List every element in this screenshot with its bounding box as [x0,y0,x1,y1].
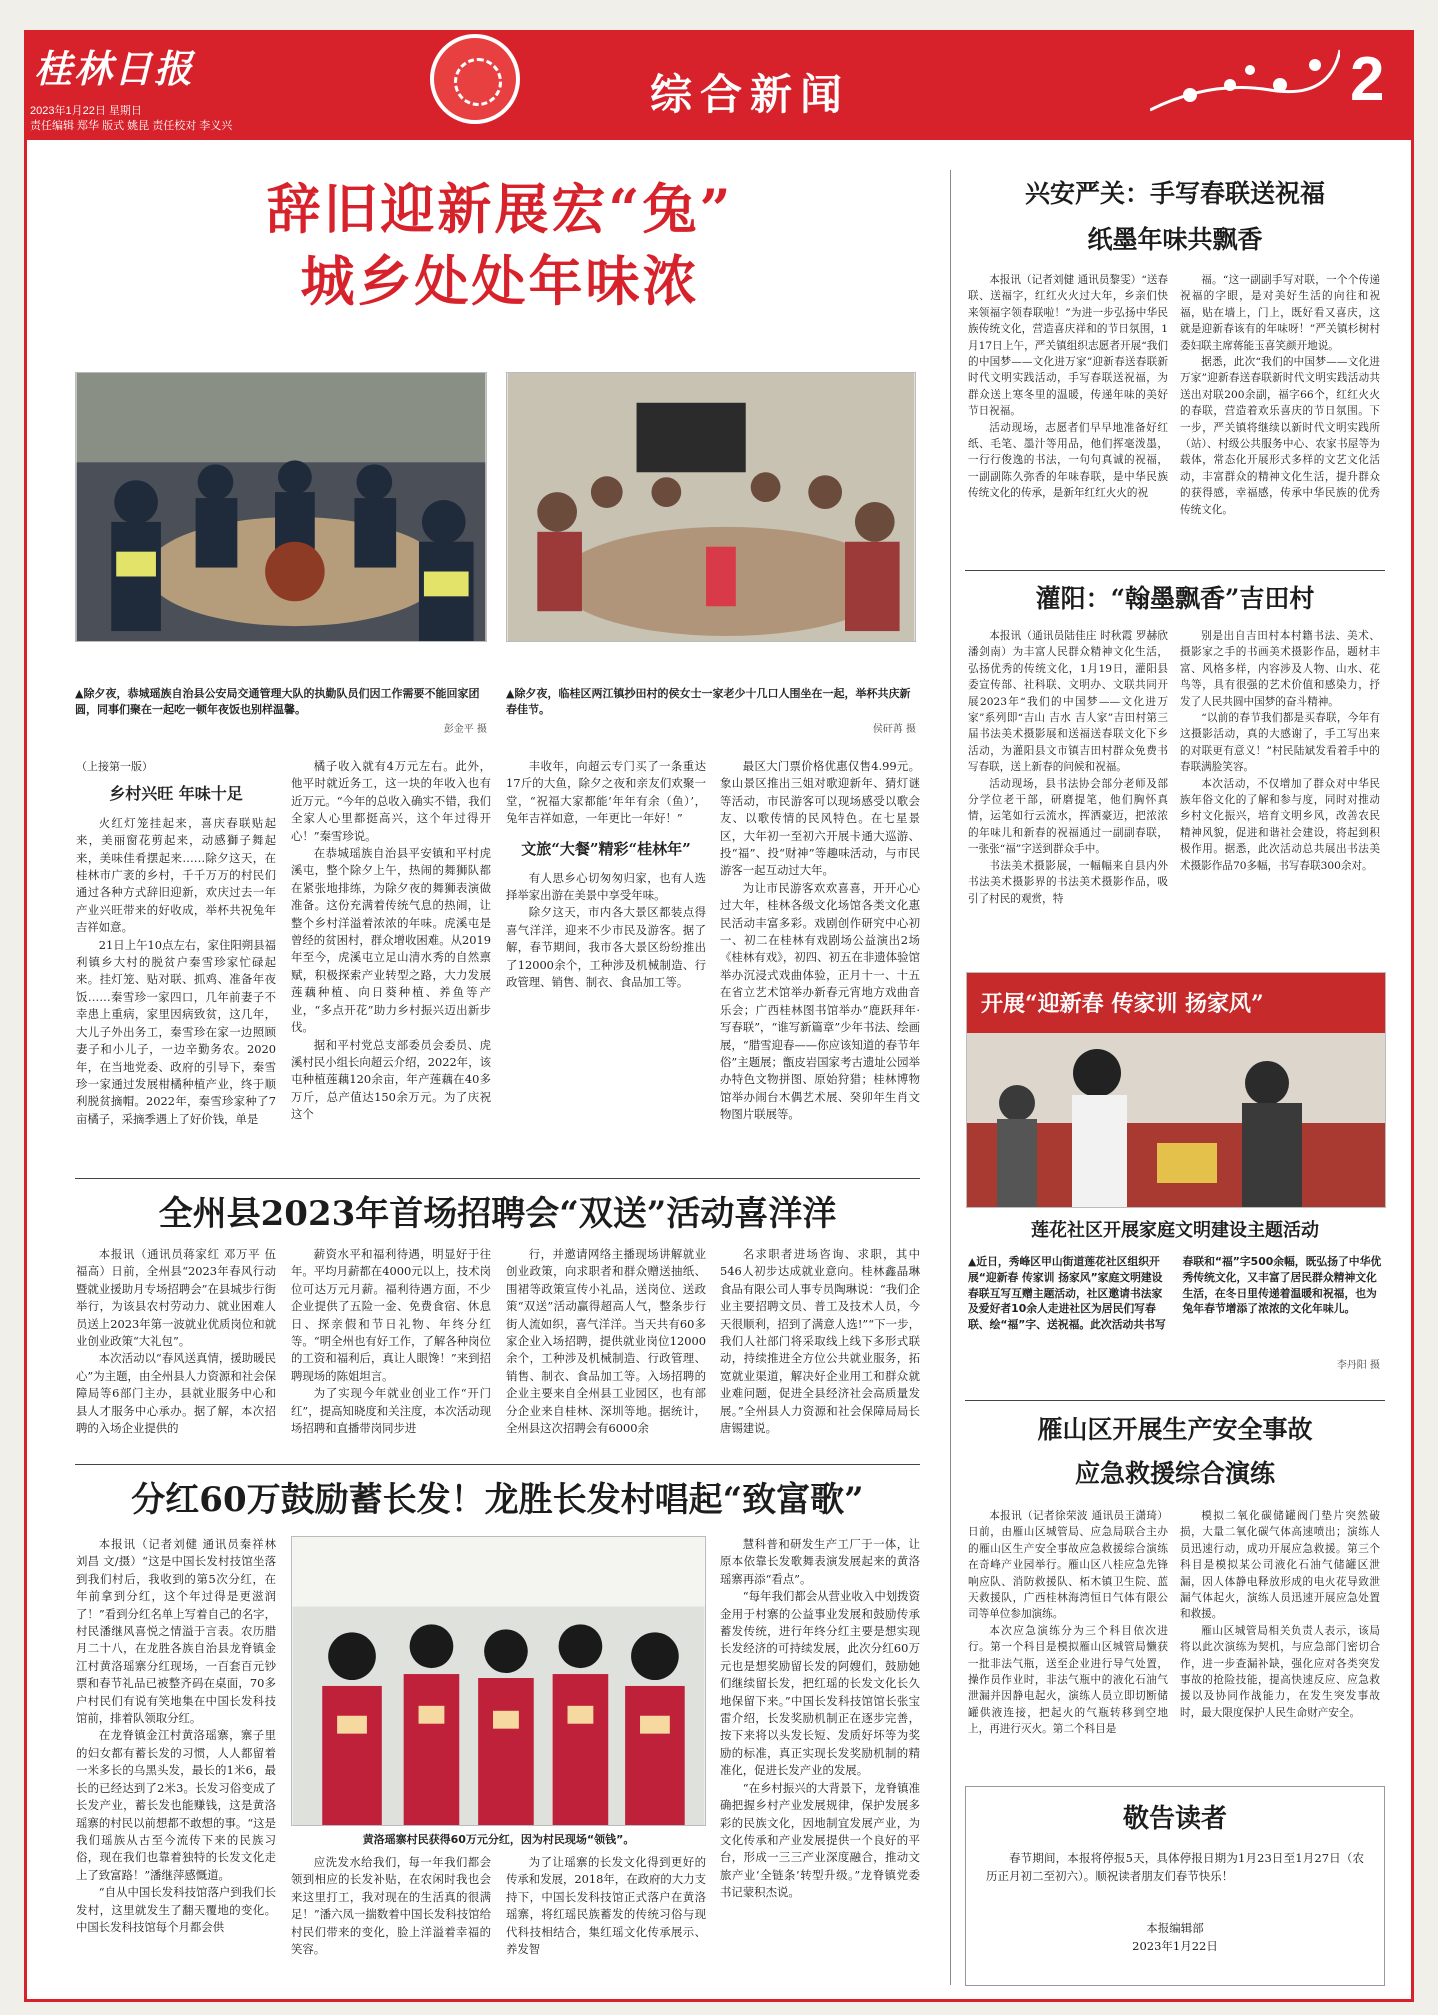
notice-date: 2023年1月22日 [1132,1939,1218,1953]
event-banner-text: 开展“迎新春 传家训 扬家风” [981,991,1264,1017]
paragraph: 21日上午10点左右，家住阳朔县福利镇乡大村的脱贫户秦雪珍家忙碌起来。挂灯笼、贴对联、抓鸡、准备年夜饭……秦雪珍一家四口，几年前妻子不幸患上重病，家里因病致贫，这几年，大儿子外出务工，秦雪珍在家一边照顾妻子和小儿子，一边辛勤务农。2020年，在当地党委、政府的引导下，秦雪珍一家通过发展柑橘种植产业，终于顺利脱贫摘帽。2022年，秦雪珍家种了7亩橘子，采摘季遇上了好价钱，单是 [76,937,276,1126]
paragraph: 最区大门票价格优惠仅售4.99元。象山景区推出三姐对歌迎新年、猜灯谜等活动，市民游客可以现场感受以歌会友、以歌传情的民风特色。在七星景区，大年初一至初六开展卡通大巡游、投“福”、投“财神”等趣味活动，与市民游客一起互动过大年。 [720,759,920,878]
jobs-column-3 [506,1246,706,1456]
notice-body [986,1849,1364,1919]
jobs-column-1 [76,1246,276,1456]
family-photo-credit: 侯矸苒 摄 [872,724,916,735]
lianhua-caption: ▲近日，秀峰区甲山街道莲花社区组织开展“迎新春 传家训 扬家风”家庭文明建设春联互写互赠主题活动，社区邀请书法家及爱好者10余人走进社区为居民们写春联、绘“福”字、送祝福。此次活动共书写春联和“福”字500余幅，既弘扬了中华优秀传统文化，又丰富了居民群众精神文化生活，在冬日里传递着温暖和祝福，也为兔年春节增添了浓浓的文化年味儿。 [968,1255,1382,1332]
paragraph: 本报讯（记者刘健 通讯员黎雯）“送春联、送福字，红红火火过大年，乡亲们快来领福字领春联啦！”为进一步弘扬中华民族传统文化，营造喜庆祥和的节日氛围，1月17日上午，严关镇组织志愿者开展“我们的中国梦——文化进万家”迎新春送春联新时代文明实践活动，手写春联送祝福，为群众送上寒冬里的温暖，传递年味的美好节日祝福。 [968,274,1168,418]
divider [965,570,1385,571]
paragraph: 除夕这天，市内各大景区都装点得喜气洋洋，迎来不少市民及游客。据了解，春节期间，我市各大景区纷纷推出了12000余个，工种涉及机械制造、行政管理、销售、制衣、食品加工等。 [506,905,706,990]
jobs-title: 全州县2023年首场招聘会“双送”活动喜洋洋 [158,1194,837,1234]
xingan-column-2 [1180,272,1380,562]
xingan-column-1 [968,272,1168,562]
page-number: 2 [1350,45,1385,114]
paragraph: 为了实现今年就业创业工作“开门红”，提高知晓度和关注度，本次活动现场招聘和直播带岗同步进 [291,1386,491,1436]
paragraph: 春节期间，本报将停报5天，具体停报日期为1月23日至1月27日（农历正月初二至初六）。顺祝读者朋友们春节快乐！ [986,1851,1364,1883]
divider [75,1178,920,1179]
paragraph: 模拟二氧化碳储罐阀门垫片突然破损，大量二氧化碳气体高速喷出；演练人员迅速行动，成功开展应急救援。第三个科目是模拟某公司液化石油气储罐区泄漏，因人体静电释放形成的电火花导致泄漏气体起火，演练人员迅速开展应急处置和救援。 [1180,1510,1380,1621]
paragraph: 本报讯（记者刘健 通讯员秦祥林 刘昌 文/摄）“这是中国长发村技馆坐落到我们村后，我收到的第5次分红，在年前拿到分红，这个年过得是更滋润了！”看到分红名单上写着自己的名字，村民潘继风喜悦之情溢于言表。农历腊月二十八，在龙胜各族自治县龙脊镇金江村黄洛瑶寨分红现场，一百套百元钞票和春节礼品已被整齐码在桌面，70多户村民们有说有笑地集在中国长发科技馆前，排着队领取分红。 [76,1537,276,1726]
lead-title-line2: 城乡处处年味浓 [300,249,700,313]
paragraph: 本次应急演练分为三个科目依次进行。第一个科目是模拟雁山区城管局懒获一批非法气瓶，送至企业进行导气处置，操作员作业时，非法气瓶中的液化石油气泄漏并因静电起火，演练人员立即切断储罐供液连接，把起火的气瓶转移到空地上，再进行灭火。第二个科目是 [968,1624,1168,1736]
rabbit-seal-icon [430,34,520,124]
reader-notice [965,1786,1385,1986]
lianhua-title: 莲花社区开展家庭文明建设主题活动 [1031,1220,1319,1241]
family-photo-caption: ▲除夕夜，临桂区两江镇抄田村的侯女士一家老少十几口人围坐在一起，举杯共庆新春佳节。 [506,687,911,716]
paragraph: 活动现场，县书法协会部分老师及部分学位老干部，研磨提笔，他们胸怀真情，运笔如行云流水，挥洒豪迈，把浓浓的年味儿和新春的祝福通过一副副春联，一张张“福”字送到群众手中。 [968,777,1168,856]
notice-title: 敬告读者 [1122,1804,1227,1834]
paragraph: 据悉，此次“我们的中国梦——文化进万家”迎新春送春联新时代文明实践活动共送出对联200余副，福字66个，红红火火的春联，营造着欢乐喜庆的节日氛围。下一步，严关镇将继续以新时代文明实践所（站）、村级公共服务中心、农家书屋等为载体，常态化开展形式多样的文艺文化活动，丰富群众的精神文化生活，提升群众的获得感，幸福感，传承中华民族的优秀传统文化。 [1180,356,1380,516]
paragraph: 为了让瑶寨的长发文化得到更好的传承和发展，2018年，在政府的大力支持下，中国长发科技馆正式落户在黄洛瑶寨，将红瑶民族蓄发的传统习俗与现代科技相结合，集红瑶文化传承展示、养发智 [506,1855,706,1957]
lead-column-3 [506,758,706,1168]
long-hair-women-photo [291,1536,706,1826]
lead-column-4 [720,758,920,1168]
yanshan-column-2 [1180,1508,1380,1774]
long-hair-photo-caption: 黄洛瑶寨村民获得60万元分红，因为村民现场“领钱”。 [362,1833,635,1846]
police-photo-caption: ▲除夕夜，恭城瑶族自治县公安局交通管理大队的执勤队员们因工作需要不能回家团圆，同事们聚在一起吃一顿年夜饭也别样温馨。 [75,687,480,716]
police-photo-credit: 彭金平 摄 [443,724,487,735]
paragraph: “在乡村振兴的大背景下，龙脊镇准确把握乡村产业发展规律，保护发展多彩的民族文化，因地制宜发展产业，为文化传承和产业发展提供一个良好的平台，形成一三三产业深度融合，推动文旅产业‘全链条’转型升级。”龙脊镇党委书记蒙积杰说。 [720,1780,920,1900]
guanyang-column-2 [1180,628,1380,958]
jobs-column-2 [291,1246,491,1456]
paragraph: 本报讯（记者徐荣波 通讯员王潇琦）日前，由雁山区城管局、应急局联合主办的雁山区生产安全事故应急救援综合演练在奇峰产业园举行。雁山区八桂应急先锋响应队、消防救援队、柘木镇卫生院、蓝天救援队，广西桂林海湾恒日气体有限公司等单位参加演练。 [968,1510,1168,1621]
family-dinner-photo [506,372,916,642]
editor-credits: 责任编辑 郑华 版式 姚昆 责任校对 李义兴 [30,120,233,132]
paragraph: 在恭城瑶族自治县平安镇和平村虎溪屯，整个除夕上午，热闹的舞狮队都在紧张地排练，为除夕夜的舞狮表演做准备。这份充满着传统气息的热闹，让整个乡村洋溢着浓浓的年味。虎溪屯是曾经的贫困村，群众增收困难。从2019年至今，虎溪屯立足山清水秀的自然禀赋，积极探索产业转型之路，大力发展莲藕种植、向日葵种植、养鱼等产业，“多点开花”助力乡村振兴迈出新步伐。 [291,846,491,1035]
paragraph: 本次活动，不仅增加了群众对中华民族年俗文化的了解和参与度，同时对推动乡村文化振兴，培育文明乡风，改善农民精神风貌，促进和谐社会建设，将起到积极作用。据悉，此次活动总共展出书法美术摄影作品70多幅，书写春联300余对。 [1180,777,1380,872]
paragraph: 雁山区城管局相关负责人表示，该局将以此次演练为契机，与应急部门密切合作，进一步查漏补缺，强化应对各类突发事故的抢险技能，提高快速反应、应急救援以及协同作战能力，在发生突发事故时，最大限度保护人民生命财产安全。 [1180,1624,1380,1719]
lead-title-line1: 辞旧迎新展宏“兔” [266,177,734,241]
paragraph: “自从中国长发科技馆落户到我们长发村，这里就发生了翻天覆地的变化。中国长发科技馆每个月都会供 [76,1885,276,1934]
lianhua-credit: 李丹阳 摄 [1336,1360,1380,1371]
crowd-illustration [967,1033,1386,1208]
yanshan-title-line2: 应急救援综合演练 [1074,1459,1275,1488]
dividend-column-3 [506,1854,706,1984]
paragraph: 本次活动以“春风送真情，援助暖民心”为主题，由全州县人力资源和社会保障局等6部门主办，县就业服务中心和县人才服务中心承办。据了解，本次招聘的入场企业提供的 [76,1351,276,1436]
dividend-column-4 [720,1536,920,1984]
newspaper-logo: 桂林日报 [34,46,195,91]
continued-label: （上接第一版） [76,760,153,773]
notice-signature: 本报编辑部 [1146,1921,1204,1935]
section-title: 综合新闻 [649,70,850,119]
column-divider [950,170,951,1985]
lead-column-2 [291,758,491,1168]
dividend-title: 分红60万鼓励蓄长发！龙胜长发村唱起“致富歌” [131,1480,864,1520]
paragraph: 为让市民游客欢欢喜喜，开开心心过大年，桂林各级文化场馆各类文化惠民活动丰富多彩。戏剧创作研究中心初一、初二在桂林有戏剧场公益演出2场《桂林有戏》，初四、初五在非遗体验馆举办沉浸式戏曲体验，正月十一、十五在省立艺术馆举办新春元宵地方戏曲音乐会；广西桂林图书馆举办“鹿跃拜年·写春联”，“谁写新篇章”少年书法、绘画展，“腊雪迎春——你应该知道的春节年俗”主题展；甑皮岩国家考古遗址公园举办特色文物拼图、原始狩猎；桂林博物馆举办闹台木偶艺术展、癸卯年生肖文物图片联展等。 [720,880,920,1122]
paragraph: 丰收年，向超云专门买了一条重达17斤的大鱼，除夕之夜和亲友们欢聚一堂，“祝福大家都能‘年年有余（鱼）’，兔年吉祥如意，一年更比一年好！” [506,759,706,826]
paragraph: 橘子收入就有4万元左右。此外，他平时就近务工，这一块的年收入也有近万元。“今年的总收入确实不错，我们全家人心里都挺高兴，这个年过得开心！”秦雪珍说。 [291,759,491,843]
paragraph: 书法美术摄影展，一幅幅来自县内外书法美术摄影界的书法美术摄影作品，吸引了村民的观赏，特 [968,859,1168,905]
paragraph: 活动现场，志愿者们早早地准备好红纸、毛笔、墨汁等用品，他们挥毫泼墨，一行行俊逸的书法，一句句真诚的祝福，一副副陈久弥香的年味春联，是中华民族传统文化的传承，是新年红红火火的祝 [968,421,1168,500]
paragraph: 火红灯笼挂起来，喜庆春联贴起来，美丽窗花剪起来，动感獅子舞起来，美味佳肴摆起来……除夕这天，在桂林市广袤的乡村，千千万万的村民们通过各种方式辞旧迎新，欢庆过去一年产业兴旺带来的好收成，举杯共祝兔年吉祥如意。 [76,815,276,935]
yanshan-column-1 [968,1508,1168,1774]
divider [965,1400,1385,1401]
plum-blossom-icon [1150,40,1340,130]
guanyang-title: 灌阳：“翰墨飘香”吉田村 [1035,584,1315,613]
paragraph: 行，并邀请网络主播现场讲解就业创业政策，向求职者和群众赠送抽纸、围裙等政策宣传小礼品，送岗位、送政策“双送”活动赢得超高人气，整条步行街人流如织，喜气洋洋。当天共有60多家企业入场招聘，提供就业岗位12000余个，工种涉及机械制造、行政管理、销售、制衣、食品加工等。入场招聘的企业主要来自全州县工业园区，也有部分企业来自桂林、深圳等地。据统计，全州县这次招聘会有6000余 [506,1247,706,1436]
masthead-meta [30,104,232,134]
paragraph: “以前的春节我们都是买春联，今年有这摄影活动，真的大感谢了，手工写出来的对联更有意义！”村民陆斌发看着手中的春联满脸笑容。 [1180,712,1380,774]
issue-date: 2023年1月22日 星期日 [30,105,142,117]
paragraph: 别是出自吉田村本村籍书法、美术、摄影家之手的书画美术摄影作品，题材丰富、风格多样，内容涉及人物、山水、花鸟等，具有很强的艺术价值和感染力，抒发了人民共圆中国梦的奋斗精神。 [1180,630,1380,708]
paragraph: 本报讯（通讯员陆佳庄 时秋霞 罗赫欣 潘剑南）为丰富人民群众精神文化生活，弘扬优秀的传统文化，1月19日，灌阳县委宣传部、社科联、文明办、文联共同开展2023年“我们的中国梦——文化进万家”系列即“吉山 吉水 吉人家”吉田村第三届书法美术摄影展和送福送春联文化下乡活动，为灌阳县文市镇吉田村群众免费书写春联，送上新春的问候和祝福。 [968,630,1168,774]
police-dinner-photo [75,372,487,642]
paragraph: 福。“这一副副手写对联，一个个传递祝福的字眼，是对美好生活的向往和祝福，贴在墙上，门上，既好看又喜庆，这就是迎新春该有的年味呀！”严关镇杉树村委妇联主席蒋能玉喜笑颜开地说。 [1180,274,1380,352]
paragraph: 薪资水平和福利待遇，明显好于往年。平均月薪都在4000元以上，技术岗位可达万元月薪。福利待遇方面，不少企业提供了五险一金、免费食宿、休息日、探亲假和节日礼物、年终分红等。“明全州也有好工作，了解各种岗位的工资和福利后，真让人眼馋！”来到招聘现场的陈姐坦言。 [291,1247,491,1383]
dividend-column-2 [291,1854,491,1984]
calligraphy-event-photo [966,972,1386,1208]
paragraph: 本报讯（通讯员蒋家红 邓万平 伍福高）日前，全州县“2023年春风行动暨就业援助月专场招聘会”在县城步行街举行，为该县农村劳动力、就业困难人员送上2023年第一波就业优质岗位和就业创业政策“大礼包”。 [76,1247,276,1349]
dividend-column-1 [76,1536,276,1984]
xingan-title-line1: 兴安严关：手写春联送祝福 [1024,179,1325,208]
lead-column-1 [76,758,276,1168]
divider [75,1464,920,1465]
yanshan-title-line1: 雁山区开展生产安全事故 [1037,1415,1313,1444]
subhead-culture: 文旅“大餐”精彩“桂林年” [521,839,691,858]
paragraph: 在龙脊镇金江村黄洛瑶寨，寨子里的妇女都有蓄长发的习惯，人人都留着一米多长的乌黑头发，最长的1米6，最长的已经达到了2米3。长发习俗变成了长发产业，蓄长发也能赚钱，这是黄洛瑶寨的村民以前想都不敢想的事。“这是我们瑶族从古至今流传下来的民族习俗，现在我们也靠着独特的长发文化走上了致富路！”潘继萍感慨道。 [76,1728,276,1882]
paragraph: 有人思乡心切匆匆归家，也有人选择举家出游在美景中享受年味。 [506,870,706,903]
subhead-rural: 乡村兴旺 年味十足 [109,784,243,804]
paragraph: 名求职者进场咨询、求职，其中546人初步达成就业意向。桂林鑫晶琳食品有限公司人事专员陶琳说：“我们企业主要招聘文员、普工及技术人员，今天很顺利，招到了满意人选!”“下一步，我们人社部门将采取线上线下多形式联动，持续推进全方位公共就业服务，拓宽就业渠道，解决好企业用工和群众就业难问题，促进全县经济社会高质量发展。”全州县人力资源和社会保障局局长唐锡建说。 [720,1247,920,1436]
paragraph: “每年我们都会从营业收入中划拨资金用于村寨的公益事业发展和鼓励传承蓄发传统，进行年终分红主要是想实现长发经济的可持续发展，此次分红60万元也是想奖励留长发的阿嫂们，鼓励她们继续留长发，把红瑶的长发文化长久地保留下来。”中国长发科技馆馆长张宝雷介绍，长发奖励机制正在逐步完善，按下来将以头发长短、发质好坏等为奖励的标准，真正实现长发奖励机制的精准化，促进长发产业的发展。 [720,1589,920,1778]
jobs-column-4 [720,1246,920,1456]
paragraph: 应洗发水给我们，每一年我们都会领到相应的长发补贴，在农闲时我也会来这里打工，我对现在的生活真的很满足！”潘六凤一揣数着中国长发科技馆给村民们带来的变化，脸上洋溢着幸福的笑容。 [291,1855,491,1957]
paragraph: 据和平村党总支部委员会委员、虎溪村民小组长向超云介绍，2022年，该屯种植莲藕120余亩，年产莲藕在40多万斤，总产值达150余万元。为了庆祝这个 [291,1037,491,1122]
guanyang-column-1 [968,628,1168,958]
paragraph: 慧科普和研发生产工厂于一体，让原本依靠长发歌舞表演发展起来的黄洛瑶寨再添“看点”。 [720,1537,920,1586]
xingan-title-line2: 纸墨年味共飘香 [1087,225,1263,254]
